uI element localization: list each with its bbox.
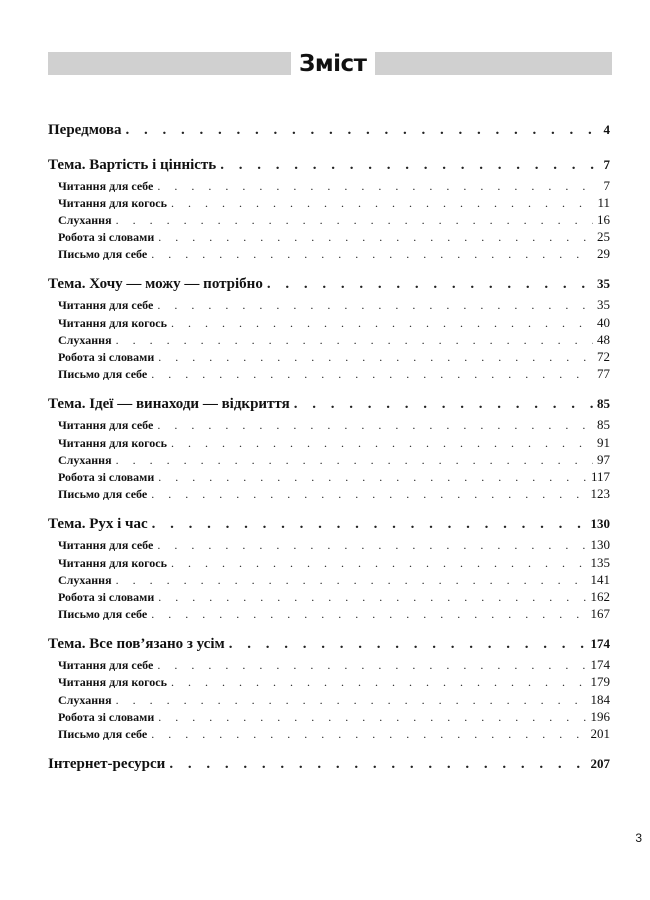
dot-leader <box>151 486 586 502</box>
toc-subentry-page: 179 <box>590 674 610 690</box>
toc-subentry-label: Читання для себе <box>58 418 154 433</box>
toc-section-page: 174 <box>590 636 610 652</box>
toc-subentry-page: 201 <box>590 725 610 741</box>
toc-section-page: 35 <box>597 276 610 292</box>
toc-section-page: 85 <box>597 396 610 412</box>
toc-subentry-page: 130 <box>590 537 610 553</box>
dot-leader <box>116 452 593 468</box>
toc-subentry[interactable] <box>48 725 610 742</box>
toc-subentry-page: 135 <box>590 554 610 570</box>
toc-subentry-page: 174 <box>590 657 610 673</box>
toc-section-label: Тема. Хочу — можу — потрібно <box>48 276 263 293</box>
dot-leader <box>171 195 594 211</box>
dot-leader <box>171 674 587 690</box>
toc-subentry-page: 123 <box>590 485 610 501</box>
toc-subentry-label: Письмо для себе <box>58 366 148 381</box>
dot-leader <box>267 272 593 296</box>
toc-subentry-page: 25 <box>597 228 610 244</box>
toc-subentry-page: 72 <box>597 348 610 364</box>
toc-subentry-label: Робота зі словами <box>58 709 155 724</box>
toc-subentry[interactable] <box>48 536 610 553</box>
toc-section-label: Тема. Все пов’язано з усім <box>48 636 225 653</box>
dot-leader <box>157 537 586 553</box>
toc-subentry-label: Письмо для себе <box>58 606 148 621</box>
toc-section-page: 130 <box>590 516 610 532</box>
toc-section-title[interactable] <box>48 153 610 177</box>
dot-leader <box>116 332 593 348</box>
toc-subentry-page: 29 <box>597 245 610 261</box>
toc-subentry-page: 11 <box>597 194 610 210</box>
toc-subentry-page: 77 <box>597 365 610 381</box>
toc-subentry[interactable] <box>48 245 610 262</box>
toc-subentry[interactable] <box>48 314 610 331</box>
toc-subentry[interactable] <box>48 468 610 485</box>
toc-subentry-label: Читання для себе <box>58 658 154 673</box>
toc-section-title[interactable] <box>48 512 610 536</box>
toc-entry-resources[interactable] <box>48 752 610 776</box>
toc-subentry[interactable] <box>48 605 610 622</box>
dot-leader <box>152 512 587 536</box>
toc-subentry-label: Письмо для себе <box>58 726 148 741</box>
toc-subentry[interactable] <box>48 485 610 502</box>
toc-subentry-page: 97 <box>597 451 610 467</box>
toc-subentry-page: 196 <box>590 708 610 724</box>
toc-subentry-label: Робота зі словами <box>58 229 155 244</box>
toc-section-title[interactable] <box>48 272 610 296</box>
toc-subentry-page: 85 <box>597 417 610 433</box>
toc-subentry-page: 16 <box>597 211 610 227</box>
toc-subentry[interactable] <box>48 656 610 673</box>
toc-subentry-label: Читання для когось <box>58 675 167 690</box>
toc-subentry-page: 184 <box>590 691 610 707</box>
toc-subentry-label: Читання для себе <box>58 538 154 553</box>
toc-subentry[interactable] <box>48 416 610 433</box>
toc-subentry-label: Слухання <box>58 572 112 587</box>
toc-subentry-label: Слухання <box>58 332 112 347</box>
toc-subentry-page: 141 <box>590 571 610 587</box>
dot-leader <box>169 752 586 776</box>
toc-subentry-page: 40 <box>597 314 610 330</box>
toc-subentry[interactable] <box>48 691 610 708</box>
dot-leader <box>125 118 599 142</box>
dot-leader <box>158 469 587 485</box>
toc-subentry-label: Слухання <box>58 692 112 707</box>
toc-subentry[interactable] <box>48 554 610 571</box>
toc-subentry[interactable] <box>48 434 610 451</box>
toc-subentry-label: Слухання <box>58 452 112 467</box>
toc-subentry-label: Читання для себе <box>58 298 154 313</box>
toc-subentry-label: Читання для когось <box>58 195 167 210</box>
toc-subentry[interactable] <box>48 194 610 211</box>
toc-section-label: Тема. Вартість і цінність <box>48 156 217 173</box>
dot-leader <box>294 392 593 416</box>
toc-subentry-label: Слухання <box>58 212 112 227</box>
dot-leader <box>157 657 586 673</box>
toc-subentry-label: Письмо для себе <box>58 486 148 501</box>
toc-section-page: 7 <box>603 156 610 172</box>
toc-subentry-label: Читання для когось <box>58 555 167 570</box>
toc-subentry-label: Читання для себе <box>58 178 154 193</box>
toc-subentry[interactable] <box>48 365 610 382</box>
dot-leader <box>157 297 593 313</box>
toc-subentry-page: 162 <box>590 588 610 604</box>
table-of-contents <box>48 118 610 776</box>
dot-leader <box>171 555 587 571</box>
toc-entry-page: 4 <box>603 122 610 137</box>
toc-subentry[interactable] <box>48 708 610 725</box>
dot-leader <box>171 435 593 451</box>
dot-leader <box>158 709 586 725</box>
dot-leader <box>157 417 593 433</box>
toc-subentry-label: Письмо для себе <box>58 246 148 261</box>
toc-subentry[interactable] <box>48 588 610 605</box>
dot-leader <box>151 246 593 262</box>
toc-subentry[interactable] <box>48 571 610 588</box>
toc-section-label: Тема. Рух і час <box>48 516 148 533</box>
toc-subentry-page: 167 <box>590 605 610 621</box>
toc-subentry-page: 48 <box>597 331 610 347</box>
dot-leader <box>171 315 593 331</box>
toc-subentry[interactable] <box>48 348 610 365</box>
dot-leader <box>151 726 586 742</box>
toc-subentry[interactable] <box>48 177 610 194</box>
toc-subentry-page: 117 <box>590 468 610 484</box>
dot-leader <box>158 349 593 365</box>
toc-subentry[interactable] <box>48 296 610 313</box>
toc-entry-preface[interactable] <box>48 118 610 142</box>
dot-leader <box>151 366 593 382</box>
toc-subentry-label: Читання для когось <box>58 315 167 330</box>
toc-subentry-page: 91 <box>597 434 610 450</box>
dot-leader <box>116 212 593 228</box>
dot-leader <box>116 692 587 708</box>
toc-subentry-page: 35 <box>597 297 610 313</box>
toc-subentry-label: Робота зі словами <box>58 589 155 604</box>
toc-section-title[interactable] <box>48 632 610 656</box>
dot-leader <box>116 572 587 588</box>
toc-subentry[interactable] <box>48 211 610 228</box>
toc-subentry[interactable] <box>48 451 610 468</box>
toc-subentry-page: 7 <box>603 177 610 193</box>
dot-leader <box>158 229 593 245</box>
dot-leader <box>220 153 599 177</box>
toc-subentry[interactable] <box>48 331 610 348</box>
toc-subentry-label: Читання для когось <box>58 435 167 450</box>
toc-section-label: Тема. Ідеї — винаходи — відкриття <box>48 396 290 413</box>
dot-leader <box>157 178 599 194</box>
dot-leader <box>158 589 586 605</box>
toc-subentry-label: Робота зі словами <box>58 349 155 364</box>
page-number: 3 <box>635 831 642 845</box>
toc-entry-page: 207 <box>590 756 610 772</box>
toc-subentry[interactable] <box>48 673 610 690</box>
dot-leader <box>151 606 586 622</box>
toc-subentry-label: Робота зі словами <box>58 469 155 484</box>
toc-entry-label: Передмова <box>48 122 122 138</box>
toc-section-title[interactable] <box>48 392 610 416</box>
dot-leader <box>229 632 587 656</box>
toc-subentry[interactable] <box>48 228 610 245</box>
page-title: Зміст <box>291 48 375 80</box>
toc-entry-label: Інтернет-ресурси <box>48 756 166 773</box>
